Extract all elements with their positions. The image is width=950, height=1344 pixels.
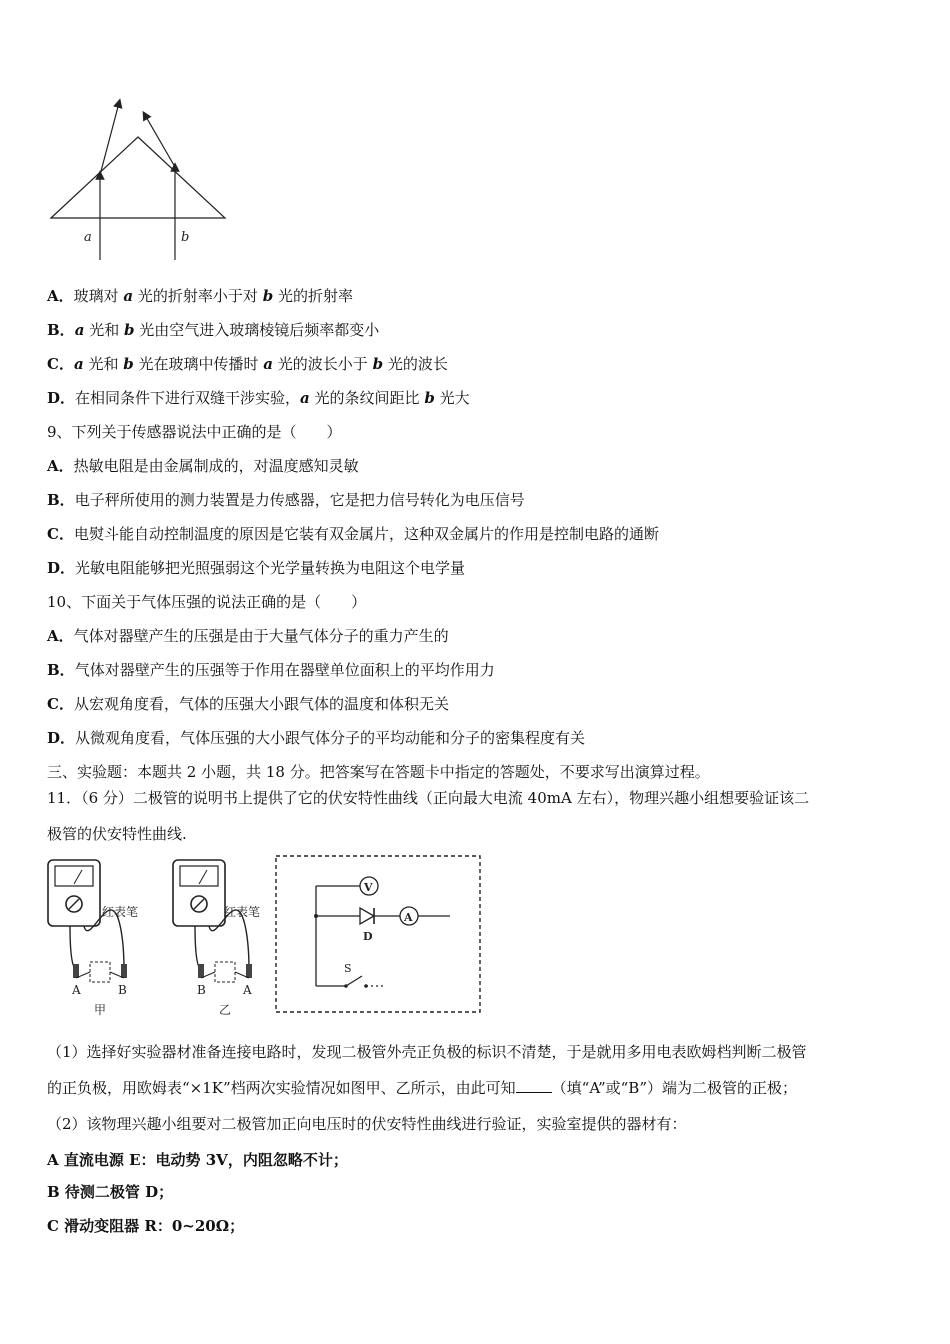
yi-terminal-left: B: [197, 983, 206, 997]
jia-red-probe-label: 红表笔: [102, 905, 139, 919]
q10-option-b: B．气体对器壁产生的压强等于作用在器壁单位面积上的平均作用力: [47, 661, 495, 679]
prism-figure: [45, 95, 235, 265]
q10-option-d: D．从微观角度看，气体压强的大小跟气体分子的平均动能和分子的密集程度有关: [47, 729, 586, 747]
q8-option-d: D．在相同条件下进行双缝干涉实验，a 光的条纹间距比 b 光大: [47, 389, 470, 407]
voltmeter-label: V: [364, 881, 373, 894]
q11-stem-line2: 极管的伏安特性曲线.: [47, 825, 187, 843]
q8-option-c: C．a 光和 b 光在玻璃中传播时 a 光的波长小于 b 光的波长: [47, 355, 448, 373]
q9-option-d: D．光敏电阻能够把光照强弱这个光学量转换为电阻这个电学量: [47, 559, 466, 577]
label-b: b: [181, 230, 190, 245]
jia-terminal-left: A: [72, 983, 81, 997]
ray-b-refracted: [145, 115, 175, 167]
q9-option-c: C．电熨斗能自动控制温度的原因是它装有双金属片，这种双金属片的作用是控制电路的通断: [47, 525, 659, 543]
section-3-heading: 三、实验题：本题共 2 小题，共 18 分。把答案写在答题卡中指定的答题处，不要求写出演算过程。: [47, 763, 710, 781]
q10-option-a: A．气体对器壁产生的压强是由于大量气体分子的重力产生的: [47, 627, 449, 645]
equipment-c: C 滑动变阻器 R：0~20Ω；: [47, 1217, 245, 1235]
q11-stem-line1: 11．（6 分）二极管的说明书上提供了它的伏安特性曲线（正向最大电流 40mA 左右），物理兴趣小组想要验证该二: [47, 789, 810, 807]
switch-label: S: [344, 962, 352, 975]
yi-caption: 乙: [219, 1003, 232, 1017]
q11-part1-line1: （1）选择好实验器材准备连接电路时，发现二极管外壳正负极的标识不清楚，于是就用多用电表欧姆档判断二极管: [47, 1043, 807, 1061]
jia-caption: 甲: [94, 1003, 107, 1017]
q11-figure: [40, 852, 490, 1022]
multimeter-jia: [48, 860, 138, 1017]
jia-terminal-right: B: [118, 983, 127, 997]
q10-stem: 10、下面关于气体压强的说法正确的是（ ）: [47, 593, 367, 611]
q10-option-c: C．从宏观角度看，气体的压强大小跟气体的温度和体积无关: [47, 695, 449, 713]
q8-option-b: B．a 光和 b 光由空气进入玻璃棱镜后频率都变小: [47, 321, 380, 339]
q9-option-b: B．电子秤所使用的测力装置是力传感器，它是把力信号转化为电压信号: [47, 491, 525, 509]
label-a: a: [84, 230, 92, 245]
circuit-diagram: [276, 856, 480, 1012]
diode-symbol: [360, 908, 374, 924]
multimeter-yi: [173, 860, 260, 1017]
prism-outline: [51, 137, 225, 218]
q11-part2: （2）该物理兴趣小组要对二极管加正向电压时的伏安特性曲线进行验证，实验室提供的器材有：: [47, 1115, 687, 1133]
q9-stem: 9、下列关于传感器说法中正确的是（ ）: [47, 423, 342, 441]
answer-blank[interactable]: [516, 1078, 552, 1093]
yi-red-probe-label: 红表笔: [224, 905, 261, 919]
q11-part1-line2: 的正负极，用欧姆表“×1K”档两次实验情况如图甲、乙所示，由此可知 （填“A”或“B”）端为二极管的正极；: [47, 1079, 797, 1097]
yi-terminal-right: A: [243, 983, 252, 997]
ammeter-label: A: [404, 911, 413, 924]
q8-option-a: A．玻璃对 a 光的折射率小于对 b 光的折射率: [47, 287, 353, 305]
switch-blade: [346, 976, 362, 986]
diode-label: D: [363, 930, 373, 943]
equipment-b: B 待测二极管 D；: [47, 1183, 174, 1201]
equipment-a: A 直流电源 E：电动势 3V，内阻忽略不计；: [47, 1151, 348, 1169]
q9-option-a: A．热敏电阻是由金属制成的，对温度感知灵敏: [47, 457, 359, 475]
